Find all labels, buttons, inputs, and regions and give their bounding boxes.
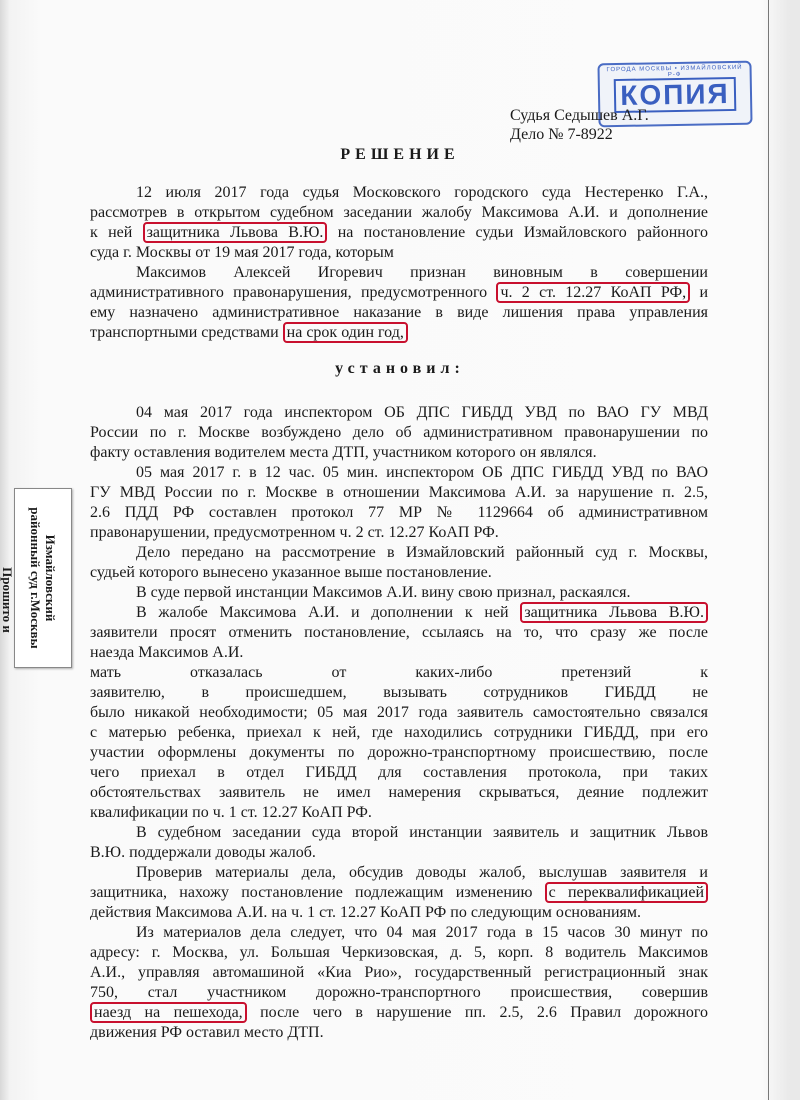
text-line <box>90 423 708 443</box>
text-span: правонарушении, предусмотренном ч. 2 ст. 12.27 КоАП РФ. <box>90 524 499 541</box>
text-span: В суде первой инстанции Максимов А.И. вину свою признал, раскаялся. <box>136 584 631 601</box>
text-line <box>90 243 708 263</box>
text-span: 12 июля 2017 года судья Московского городского суда Нестеренко Г.А., <box>136 184 708 201</box>
text-span: А.И., управляя автомашиной «Киа Рио», государственный регистрационный знак <box>90 964 708 981</box>
text-line <box>90 803 708 823</box>
stamp-word: КОПИЯ <box>614 77 737 113</box>
text-span: факту оставления водителем места ДТП, участником которого он являлся. <box>90 444 597 461</box>
text-line <box>90 743 708 763</box>
text-span: административного правонарушения, предусмотренного <box>90 284 497 301</box>
text-span: и <box>690 284 709 301</box>
text-span: Из материалов дела следует, что 04 мая 2017 года в 15 часов 30 минут по <box>136 924 708 941</box>
section-heading: установил: <box>335 360 465 377</box>
text-span: на постановление судьи Измайловского районного <box>327 224 708 241</box>
text-line <box>136 583 708 603</box>
text-span: адресу: г. Москва, ул. Большая Черкизовская, д. 5, корп. 8 водитель Максимов <box>90 944 708 961</box>
text-line <box>90 763 708 783</box>
document-title: РЕШЕНИЕ <box>340 146 460 163</box>
case-number: Дело № 7-8922 <box>510 126 613 143</box>
highlighted-phrase: защитника Львова В.Ю. <box>520 602 708 623</box>
text-span: рассмотрев в открытом судебном заседании жалобу Максимова А.И. и дополнение <box>90 204 708 221</box>
text-line <box>136 183 708 203</box>
text-span: ГУ МВД России по г. Москве в отношении Максимова А.И. за нарушение п. 2.5, <box>90 484 708 501</box>
text-line <box>90 563 708 583</box>
text-line <box>90 963 708 983</box>
text-span: 05 мая 2017 г. в 12 час. 05 мин. инспектором ОБ ДПС ГИБДД УВД по ВАО <box>136 464 708 481</box>
text-line <box>90 783 708 803</box>
highlighted-phrase: на срок один год, <box>283 322 408 343</box>
text-line <box>90 623 708 643</box>
text-line <box>90 203 708 223</box>
text-line <box>90 223 708 243</box>
text-span: В судебном заседании суда второй инстанции заявитель и защитник Львов <box>136 824 708 841</box>
text-line <box>90 723 708 743</box>
text-line <box>136 863 708 883</box>
highlighted-phrase: ч. 2 ст. 12.27 КоАП РФ, <box>496 282 690 303</box>
page-edge-line <box>768 0 769 1100</box>
text-line <box>90 883 708 903</box>
text-line <box>136 923 708 943</box>
text-span: В.Ю. поддержали доводы жалоб. <box>90 844 316 861</box>
text-line <box>90 303 708 323</box>
text-span: В жалобе Максимова А.И. и дополнении к ней <box>136 604 521 621</box>
text-line <box>90 943 708 963</box>
text-span: с матерью ребенка, приехал к ней, где находились сотрудники ГИБДД, при его <box>90 724 708 741</box>
text-span: квалификации по ч. 1 ст. 12.27 КоАП РФ. <box>90 804 372 821</box>
text-span: движения РФ оставил место ДТП. <box>90 1024 324 1041</box>
text-span: обстоятельствах заявитель не имел намерения скрываться, деяние подлежит <box>90 784 708 801</box>
text-span: заявителю, в происшедшем, вызывать сотрудников ГИБДД не <box>90 684 708 701</box>
text-line <box>90 283 708 303</box>
text-span: к ней <box>90 224 143 241</box>
text-span: транспортными средствами <box>90 324 283 341</box>
text-line <box>90 643 708 663</box>
text-line <box>90 503 708 523</box>
side-tab-line: Измайловский <box>43 534 58 622</box>
text-span: Дело передано на рассмотрение в Измайловский районный суд г. Москвы, <box>136 544 708 561</box>
text-line <box>90 483 708 503</box>
text-span: Проверив материалы дела, обсудив доводы жалоб, выслушав заявителя и <box>136 864 708 881</box>
text-span: защитника, нахожу постановление подлежащим изменению <box>90 884 545 901</box>
text-line <box>90 1003 708 1023</box>
text-line <box>90 903 708 923</box>
text-line <box>136 543 708 563</box>
text-span: судьей которого вынесено указанное выше постановление. <box>90 564 492 581</box>
text-line <box>136 603 708 623</box>
side-tab-text <box>28 489 58 667</box>
text-line <box>90 323 708 343</box>
text-span: Максимов Алексей Игоревич признан виновным в совершении <box>136 264 708 281</box>
text-line <box>90 703 708 723</box>
highlighted-phrase: с переквалификацией <box>545 882 708 903</box>
text-span: ему назначено административное наказание в виде лишения права управления <box>90 304 708 321</box>
text-line <box>136 463 708 483</box>
text-span: мать отказалась от каких-либо претензий к <box>90 664 708 681</box>
text-span: после чего в нарушение пп. 2.5, 2.6 Правил дорожного <box>246 1004 708 1021</box>
text-line <box>136 823 708 843</box>
text-span: 2.6 ПДД РФ составлен протокол 77 МР № 1129664 об административном <box>90 504 708 521</box>
text-line <box>90 523 708 543</box>
highlighted-phrase: защитника Львова В.Ю. <box>143 222 328 243</box>
text-line <box>90 843 708 863</box>
judge-name: Судья Седышев А.Г. <box>510 107 649 124</box>
text-span: чего приехал в отдел ГИБДД для составления протокола, при таких <box>90 764 708 781</box>
side-tab-line: районный суд г.Москвы <box>28 507 43 649</box>
text-span: 750, стал участником дорожно-транспортного происшествия, совершив <box>90 984 708 1001</box>
text-span: заявители просят отменить постановление, ссылаясь на то, что сразу же после <box>90 624 708 641</box>
text-line <box>90 983 708 1003</box>
text-line <box>90 683 708 703</box>
binding-edge <box>0 520 14 680</box>
text-span: было никакой необходимости; 05 мая 2017 года заявитель самостоятельно связался <box>90 704 708 721</box>
text-span: действия Максимова А.И. на ч. 1 ст. 12.27 КоАП РФ по следующим основаниям. <box>90 904 642 921</box>
text-line <box>136 403 708 423</box>
edge-text: Прошито и <box>0 567 15 633</box>
text-span: 04 мая 2017 года инспектором ОБ ДПС ГИБДД УВД по ВАО ГУ МВД <box>136 404 708 421</box>
text-line <box>90 443 708 463</box>
court-side-tab <box>14 488 72 668</box>
text-span: наезда Максимов А.И. <box>90 644 244 661</box>
text-span: участии оформлены документы по дорожно-транспортному происшествию, после <box>90 744 708 761</box>
highlighted-phrase: наезд на пешехода, <box>90 1002 247 1023</box>
text-span: России по г. Москве возбуждено дело об административном правонарушении по <box>90 424 708 441</box>
text-line <box>136 263 708 283</box>
stamp-ring-text: ГОРОДА МОСКВЫ • ИЗМАЙЛОВСКИЙ Р-Ф <box>606 64 743 79</box>
text-span: суда г. Москвы от 19 мая 2017 года, которым <box>90 244 394 261</box>
text-line <box>90 663 708 683</box>
text-line <box>90 1023 708 1043</box>
